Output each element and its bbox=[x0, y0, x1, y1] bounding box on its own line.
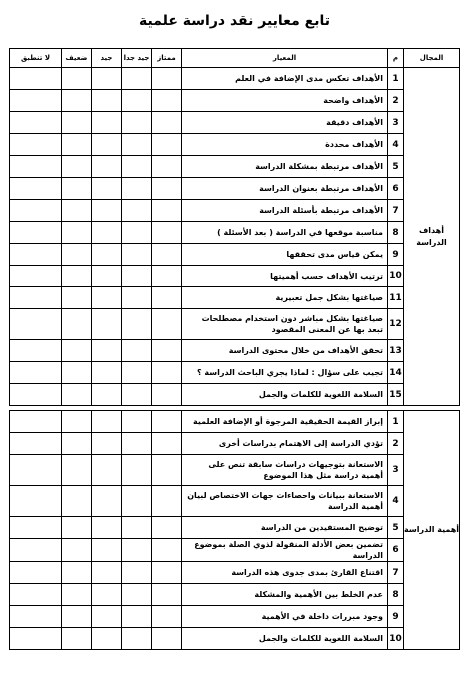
criterion-text: وجود مبررات داخلة في الأهمية bbox=[182, 606, 388, 628]
rating-cell-weak[interactable] bbox=[62, 517, 92, 539]
item-number: 2 bbox=[388, 433, 404, 455]
area-label: أهمية الدراسة bbox=[404, 411, 460, 650]
rating-cell-excellent[interactable] bbox=[152, 112, 182, 134]
rating-cell-not-applicable[interactable] bbox=[10, 90, 62, 112]
criterion-text: الاستعانة ببيانات واحصاءات جهات الاختصاص لبيان أهمية الدراسة bbox=[182, 486, 388, 517]
rating-cell-good[interactable] bbox=[92, 486, 122, 517]
rating-cell-not-applicable[interactable] bbox=[10, 309, 62, 340]
rating-cell-weak[interactable] bbox=[62, 584, 92, 606]
table-row bbox=[10, 606, 460, 628]
rating-cell-excellent[interactable] bbox=[152, 266, 182, 287]
header-excellent: ممتاز bbox=[152, 49, 182, 68]
rating-cell-not-applicable[interactable] bbox=[10, 156, 62, 178]
rating-cell-weak[interactable] bbox=[62, 266, 92, 287]
rating-cell-excellent[interactable] bbox=[152, 178, 182, 200]
rating-cell-not-applicable[interactable] bbox=[10, 222, 62, 244]
rating-cell-not-applicable[interactable] bbox=[10, 433, 62, 455]
item-number: 9 bbox=[388, 606, 404, 628]
rating-cell-very-good[interactable] bbox=[122, 384, 152, 406]
rating-cell-good[interactable] bbox=[92, 517, 122, 539]
item-number: 2 bbox=[388, 90, 404, 112]
rating-cell-good[interactable] bbox=[92, 455, 122, 486]
rating-cell-weak[interactable] bbox=[62, 287, 92, 309]
item-number: 6 bbox=[388, 539, 404, 562]
rating-cell-excellent[interactable] bbox=[152, 222, 182, 244]
rating-cell-weak[interactable] bbox=[62, 156, 92, 178]
criterion-text: تحقق الأهداف من خلال محتوى الدراسة bbox=[182, 340, 388, 362]
rating-cell-not-applicable[interactable] bbox=[10, 455, 62, 486]
rating-cell-not-applicable[interactable] bbox=[10, 287, 62, 309]
criterion-text: مناسبة موقعها في الدراسة ( بعد الأسئلة ) bbox=[182, 222, 388, 244]
rating-cell-very-good[interactable] bbox=[122, 156, 152, 178]
criterion-text: إبراز القيمة الحقيقية المرجوة أو الإضافة العلمية bbox=[182, 411, 388, 433]
rating-cell-excellent[interactable] bbox=[152, 486, 182, 517]
table-row bbox=[10, 486, 460, 517]
rating-cell-good[interactable] bbox=[92, 178, 122, 200]
rating-cell-not-applicable[interactable] bbox=[10, 266, 62, 287]
item-number: 15 bbox=[388, 384, 404, 406]
item-number: 5 bbox=[388, 517, 404, 539]
table-row bbox=[10, 200, 460, 222]
rating-cell-good[interactable] bbox=[92, 411, 122, 433]
rating-cell-very-good[interactable] bbox=[122, 200, 152, 222]
rating-cell-not-applicable[interactable] bbox=[10, 384, 62, 406]
rating-cell-very-good[interactable] bbox=[122, 486, 152, 517]
header-very-good: جيد جدا bbox=[122, 49, 152, 68]
rating-cell-weak[interactable] bbox=[62, 90, 92, 112]
rating-cell-good[interactable] bbox=[92, 628, 122, 650]
rating-cell-very-good[interactable] bbox=[122, 411, 152, 433]
rating-cell-excellent[interactable] bbox=[152, 287, 182, 309]
item-number: 11 bbox=[388, 287, 404, 309]
rating-cell-excellent[interactable] bbox=[152, 309, 182, 340]
table-row bbox=[10, 455, 460, 486]
criterion-text: تجيب على سؤال : لماذا يجري الباحث الدراسة ؟ bbox=[182, 362, 388, 384]
rating-cell-weak[interactable] bbox=[62, 628, 92, 650]
item-number: 14 bbox=[388, 362, 404, 384]
rating-cell-excellent[interactable] bbox=[152, 562, 182, 584]
rating-cell-excellent[interactable] bbox=[152, 628, 182, 650]
rating-cell-not-applicable[interactable] bbox=[10, 340, 62, 362]
rating-cell-excellent[interactable] bbox=[152, 362, 182, 384]
item-number: 8 bbox=[388, 222, 404, 244]
rating-cell-weak[interactable] bbox=[62, 222, 92, 244]
item-number: 1 bbox=[388, 411, 404, 433]
rating-cell-weak[interactable] bbox=[62, 200, 92, 222]
rating-cell-very-good[interactable] bbox=[122, 584, 152, 606]
item-number: 9 bbox=[388, 244, 404, 266]
rating-cell-weak[interactable] bbox=[62, 178, 92, 200]
rating-cell-not-applicable[interactable] bbox=[10, 584, 62, 606]
criterion-text: الأهداف مرتبطة بمشكلة الدراسة bbox=[182, 156, 388, 178]
rating-cell-good[interactable] bbox=[92, 309, 122, 340]
rating-cell-not-applicable[interactable] bbox=[10, 244, 62, 266]
table-row bbox=[10, 517, 460, 539]
rating-cell-excellent[interactable] bbox=[152, 584, 182, 606]
criterion-text: الأهداف محددة bbox=[182, 134, 388, 156]
rating-cell-excellent[interactable] bbox=[152, 433, 182, 455]
table-row bbox=[10, 68, 460, 90]
rating-cell-very-good[interactable] bbox=[122, 244, 152, 266]
rating-cell-not-applicable[interactable] bbox=[10, 200, 62, 222]
rating-cell-good[interactable] bbox=[92, 584, 122, 606]
criterion-text: يمكن قياس مدى تحققها bbox=[182, 244, 388, 266]
rating-cell-good[interactable] bbox=[92, 433, 122, 455]
criterion-text: ترتيب الأهداف حسب أهميتها bbox=[182, 266, 388, 287]
rating-cell-good[interactable] bbox=[92, 134, 122, 156]
criterion-text: الأهداف مرتبطة بعنوان الدراسة bbox=[182, 178, 388, 200]
rating-cell-good[interactable] bbox=[92, 362, 122, 384]
rating-cell-very-good[interactable] bbox=[122, 433, 152, 455]
rating-cell-excellent[interactable] bbox=[152, 156, 182, 178]
table-row bbox=[10, 384, 460, 406]
rating-cell-good[interactable] bbox=[92, 539, 122, 562]
table-row bbox=[10, 266, 460, 287]
item-number: 3 bbox=[388, 112, 404, 134]
rating-cell-weak[interactable] bbox=[62, 362, 92, 384]
criterion-text: صياغتها بشكل مباشر دون استخدام مصطلحات تبعد بها عن المعنى المقصود bbox=[182, 309, 388, 340]
table-row bbox=[10, 362, 460, 384]
header-good: جيد bbox=[92, 49, 122, 68]
rating-cell-very-good[interactable] bbox=[122, 90, 152, 112]
rating-cell-weak[interactable] bbox=[62, 384, 92, 406]
rating-cell-very-good[interactable] bbox=[122, 266, 152, 287]
rating-cell-very-good[interactable] bbox=[122, 562, 152, 584]
rating-cell-good[interactable] bbox=[92, 287, 122, 309]
rating-cell-very-good[interactable] bbox=[122, 287, 152, 309]
rating-cell-weak[interactable] bbox=[62, 455, 92, 486]
header-weak: ضعيف bbox=[62, 49, 92, 68]
rating-cell-not-applicable[interactable] bbox=[10, 628, 62, 650]
rating-cell-weak[interactable] bbox=[62, 539, 92, 562]
table-row bbox=[10, 156, 460, 178]
rating-cell-weak[interactable] bbox=[62, 411, 92, 433]
item-number: 7 bbox=[388, 200, 404, 222]
rating-cell-excellent[interactable] bbox=[152, 539, 182, 562]
rating-cell-excellent[interactable] bbox=[152, 244, 182, 266]
rating-cell-good[interactable] bbox=[92, 200, 122, 222]
criterion-text: الأهداف تعكس مدى الإضافة في العلم bbox=[182, 68, 388, 90]
table-row bbox=[10, 628, 460, 650]
table-row bbox=[10, 287, 460, 309]
rating-cell-not-applicable[interactable] bbox=[10, 68, 62, 90]
area-label: أهداف الدراسة bbox=[404, 68, 460, 406]
item-number: 4 bbox=[388, 486, 404, 517]
rating-cell-excellent[interactable] bbox=[152, 340, 182, 362]
criterion-text: الأهداف دقيقة bbox=[182, 112, 388, 134]
rating-cell-not-applicable[interactable] bbox=[10, 517, 62, 539]
rating-cell-very-good[interactable] bbox=[122, 628, 152, 650]
rating-cell-very-good[interactable] bbox=[122, 134, 152, 156]
rating-cell-not-applicable[interactable] bbox=[10, 606, 62, 628]
criteria-table bbox=[9, 48, 460, 650]
rating-cell-weak[interactable] bbox=[62, 112, 92, 134]
rating-cell-good[interactable] bbox=[92, 562, 122, 584]
rating-cell-not-applicable[interactable] bbox=[10, 178, 62, 200]
criterion-text: عدم الخلط بين الأهمية والمشكلة bbox=[182, 584, 388, 606]
rating-cell-excellent[interactable] bbox=[152, 606, 182, 628]
rating-cell-not-applicable[interactable] bbox=[10, 362, 62, 384]
rating-cell-very-good[interactable] bbox=[122, 606, 152, 628]
criterion-text: اقتناع القارئ بمدى جدوى هذه الدراسة bbox=[182, 562, 388, 584]
criterion-text: السلامة اللغوية للكلمات والجمل bbox=[182, 384, 388, 406]
table-row bbox=[10, 134, 460, 156]
table-row bbox=[10, 222, 460, 244]
item-number: 10 bbox=[388, 266, 404, 287]
rating-cell-weak[interactable] bbox=[62, 433, 92, 455]
rating-cell-weak[interactable] bbox=[62, 340, 92, 362]
criterion-text: تؤدي الدراسة إلى الاهتمام بدراسات أخرى bbox=[182, 433, 388, 455]
rating-cell-weak[interactable] bbox=[62, 68, 92, 90]
rating-cell-excellent[interactable] bbox=[152, 90, 182, 112]
header-num: م bbox=[388, 49, 404, 68]
rating-cell-excellent[interactable] bbox=[152, 455, 182, 486]
table-row bbox=[10, 178, 460, 200]
criterion-text: توضيح المستفيدين من الدراسة bbox=[182, 517, 388, 539]
criterion-text: الأهداف مرتبطة بأسئلة الدراسة bbox=[182, 200, 388, 222]
table-row bbox=[10, 90, 460, 112]
item-number: 13 bbox=[388, 340, 404, 362]
item-number: 6 bbox=[388, 178, 404, 200]
rating-cell-very-good[interactable] bbox=[122, 309, 152, 340]
criterion-text: صياغتها بشكل جمل تعبيرية bbox=[182, 287, 388, 309]
item-number: 8 bbox=[388, 584, 404, 606]
rating-cell-excellent[interactable] bbox=[152, 200, 182, 222]
rating-cell-good[interactable] bbox=[92, 266, 122, 287]
rating-cell-not-applicable[interactable] bbox=[10, 411, 62, 433]
header-not-applicable: لا تنطبق bbox=[10, 49, 62, 68]
rating-cell-good[interactable] bbox=[92, 244, 122, 266]
rating-cell-weak[interactable] bbox=[62, 562, 92, 584]
table-row bbox=[10, 309, 460, 340]
criterion-text: الأهداف واضحة bbox=[182, 90, 388, 112]
table-row bbox=[10, 411, 460, 433]
page-title: تابع معايير نقد دراسة علمية bbox=[139, 13, 330, 29]
item-number: 7 bbox=[388, 562, 404, 584]
rating-cell-weak[interactable] bbox=[62, 134, 92, 156]
rating-cell-good[interactable] bbox=[92, 222, 122, 244]
rating-cell-not-applicable[interactable] bbox=[10, 486, 62, 517]
criterion-text: تضمين بعض الأدلة المنقولة لذوي الصلة بموضوع الدراسة bbox=[182, 539, 388, 562]
rating-cell-very-good[interactable] bbox=[122, 539, 152, 562]
rating-cell-weak[interactable] bbox=[62, 486, 92, 517]
rating-cell-good[interactable] bbox=[92, 68, 122, 90]
rating-cell-good[interactable] bbox=[92, 384, 122, 406]
rating-cell-very-good[interactable] bbox=[122, 362, 152, 384]
item-number: 10 bbox=[388, 628, 404, 650]
table-row bbox=[10, 539, 460, 562]
rating-cell-not-applicable[interactable] bbox=[10, 562, 62, 584]
rating-cell-very-good[interactable] bbox=[122, 68, 152, 90]
rating-cell-not-applicable[interactable] bbox=[10, 112, 62, 134]
table-row bbox=[10, 584, 460, 606]
item-number: 3 bbox=[388, 455, 404, 486]
rating-cell-excellent[interactable] bbox=[152, 517, 182, 539]
item-number: 1 bbox=[388, 68, 404, 90]
table-row bbox=[10, 340, 460, 362]
table-row bbox=[10, 562, 460, 584]
rating-cell-not-applicable[interactable] bbox=[10, 134, 62, 156]
item-number: 12 bbox=[388, 309, 404, 340]
criterion-text: السلامة اللغوية للكلمات والجمل bbox=[182, 628, 388, 650]
rating-cell-weak[interactable] bbox=[62, 309, 92, 340]
rating-cell-very-good[interactable] bbox=[122, 178, 152, 200]
header-criterion: المعيار bbox=[182, 49, 388, 68]
rating-cell-good[interactable] bbox=[92, 90, 122, 112]
rating-cell-excellent[interactable] bbox=[152, 68, 182, 90]
rating-cell-weak[interactable] bbox=[62, 606, 92, 628]
item-number: 5 bbox=[388, 156, 404, 178]
table-row bbox=[10, 244, 460, 266]
rating-cell-good[interactable] bbox=[92, 340, 122, 362]
rating-cell-good[interactable] bbox=[92, 606, 122, 628]
criterion-text: الاستعانة بتوجيهات دراسات سابقة تنص على أهمية دراسة مثل هذا الموضوع bbox=[182, 455, 388, 486]
rating-cell-excellent[interactable] bbox=[152, 134, 182, 156]
rating-cell-not-applicable[interactable] bbox=[10, 539, 62, 562]
item-number: 4 bbox=[388, 134, 404, 156]
rating-cell-good[interactable] bbox=[92, 156, 122, 178]
rating-cell-very-good[interactable] bbox=[122, 222, 152, 244]
rating-cell-very-good[interactable] bbox=[122, 517, 152, 539]
rating-cell-very-good[interactable] bbox=[122, 112, 152, 134]
rating-cell-excellent[interactable] bbox=[152, 411, 182, 433]
rating-cell-weak[interactable] bbox=[62, 244, 92, 266]
rating-cell-excellent[interactable] bbox=[152, 384, 182, 406]
table-row bbox=[10, 112, 460, 134]
rating-cell-very-good[interactable] bbox=[122, 455, 152, 486]
rating-cell-very-good[interactable] bbox=[122, 340, 152, 362]
header-row bbox=[10, 49, 460, 68]
header-area: المجال bbox=[404, 49, 460, 68]
table-row bbox=[10, 433, 460, 455]
rating-cell-good[interactable] bbox=[92, 112, 122, 134]
